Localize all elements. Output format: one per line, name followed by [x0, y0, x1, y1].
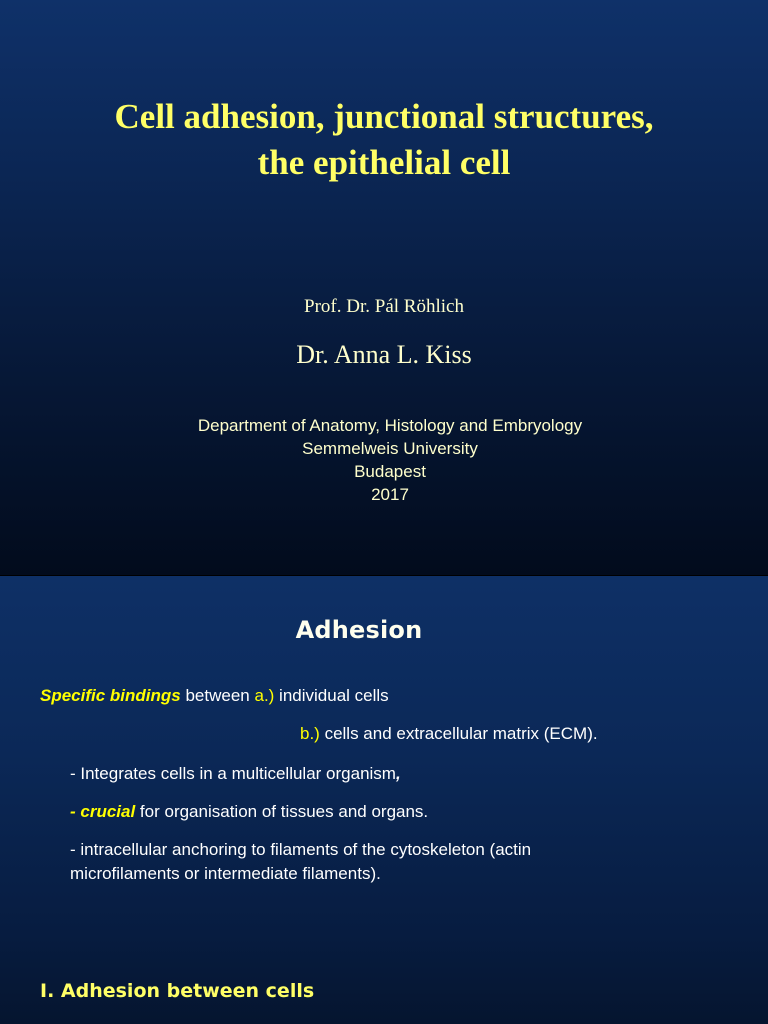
author-name: Dr. Anna L. Kiss — [296, 340, 472, 369]
bullet-integrates-comma: , — [395, 764, 401, 783]
bullet-crucial-text: for organisation of tissues and organs. — [135, 802, 429, 821]
bullet-crucial — [70, 800, 428, 824]
university-name: Semmelweis University — [302, 439, 478, 458]
bullet-integrates-text: - Integrates cells in a multicellular organism — [70, 764, 396, 783]
bullet-anchoring-line-2: microfilaments or intermediate filaments). — [70, 864, 381, 883]
city-name: Budapest — [354, 462, 426, 481]
section-heading: I. Adhesion between cells — [40, 980, 315, 1002]
slide-title-line-1: Cell adhesion, junctional structures, — [114, 97, 654, 136]
definition-line-1 — [40, 684, 389, 708]
slide-heading: Adhesion — [295, 616, 423, 644]
definition-line-2 — [300, 722, 598, 746]
item-a-text: individual cells — [274, 686, 389, 705]
item-a-marker: a.) — [254, 686, 275, 705]
bullet-anchoring — [70, 838, 531, 886]
professor-name: Prof. Dr. Pál Röhlich — [304, 296, 464, 317]
department-block — [0, 414, 768, 506]
year: 2017 — [371, 485, 409, 504]
specific-bindings-term: Specific bindings — [40, 686, 181, 705]
bullet-integrates — [70, 762, 401, 786]
item-b-text: cells and extracellular matrix (ECM). — [319, 724, 598, 743]
adhesion-slide — [0, 576, 768, 1024]
slide-title-line-2: the epithelial cell — [257, 143, 511, 182]
crucial-term: - crucial — [70, 802, 136, 821]
department-name: Department of Anatomy, Histology and Embryology — [197, 416, 583, 435]
slide-title — [20, 94, 748, 186]
between-text: between — [180, 686, 255, 705]
bullet-anchoring-line-1: - intracellular anchoring to filaments of the cytoskeleton (actin — [70, 840, 532, 859]
item-b-marker: b.) — [300, 724, 320, 743]
